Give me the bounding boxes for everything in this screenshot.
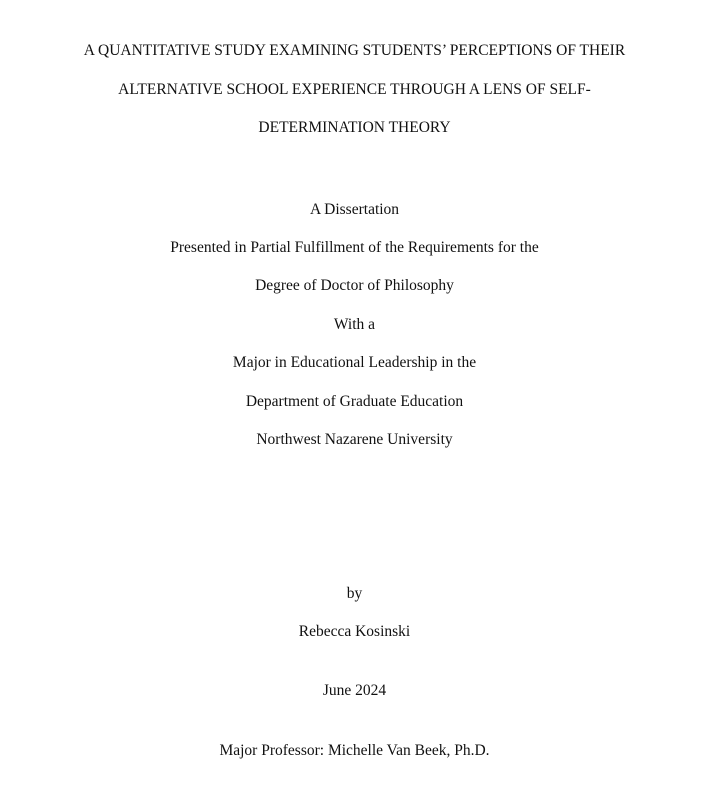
university-line: Northwest Nazarene University [256,431,453,448]
author-name: Rebecca Kosinski [298,623,411,640]
major-professor: Major Professor: Michelle Van Beek, Ph.D. [219,742,490,759]
submission-date: June 2024 [322,682,387,699]
fulfillment-statement: Presented in Partial Fulfillment of the Requirements for the [170,239,539,256]
title-line-2: ALTERNATIVE SCHOOL EXPERIENCE THROUGH A LENS OF SELF- [118,81,591,98]
by-label: by [346,585,363,602]
degree-line: Degree of Doctor of Philosophy [255,277,454,294]
department-line: Department of Graduate Education [245,393,464,410]
major-line: Major in Educational Leadership in the [232,354,477,371]
dissertation-label: A Dissertation [309,201,400,218]
title-line-3: DETERMINATION THEORY [258,119,451,136]
with-a-line: With a [333,316,376,333]
title-line-1: A QUANTITATIVE STUDY EXAMINING STUDENTS’ PERCEPTIONS OF THEIR [83,42,626,59]
